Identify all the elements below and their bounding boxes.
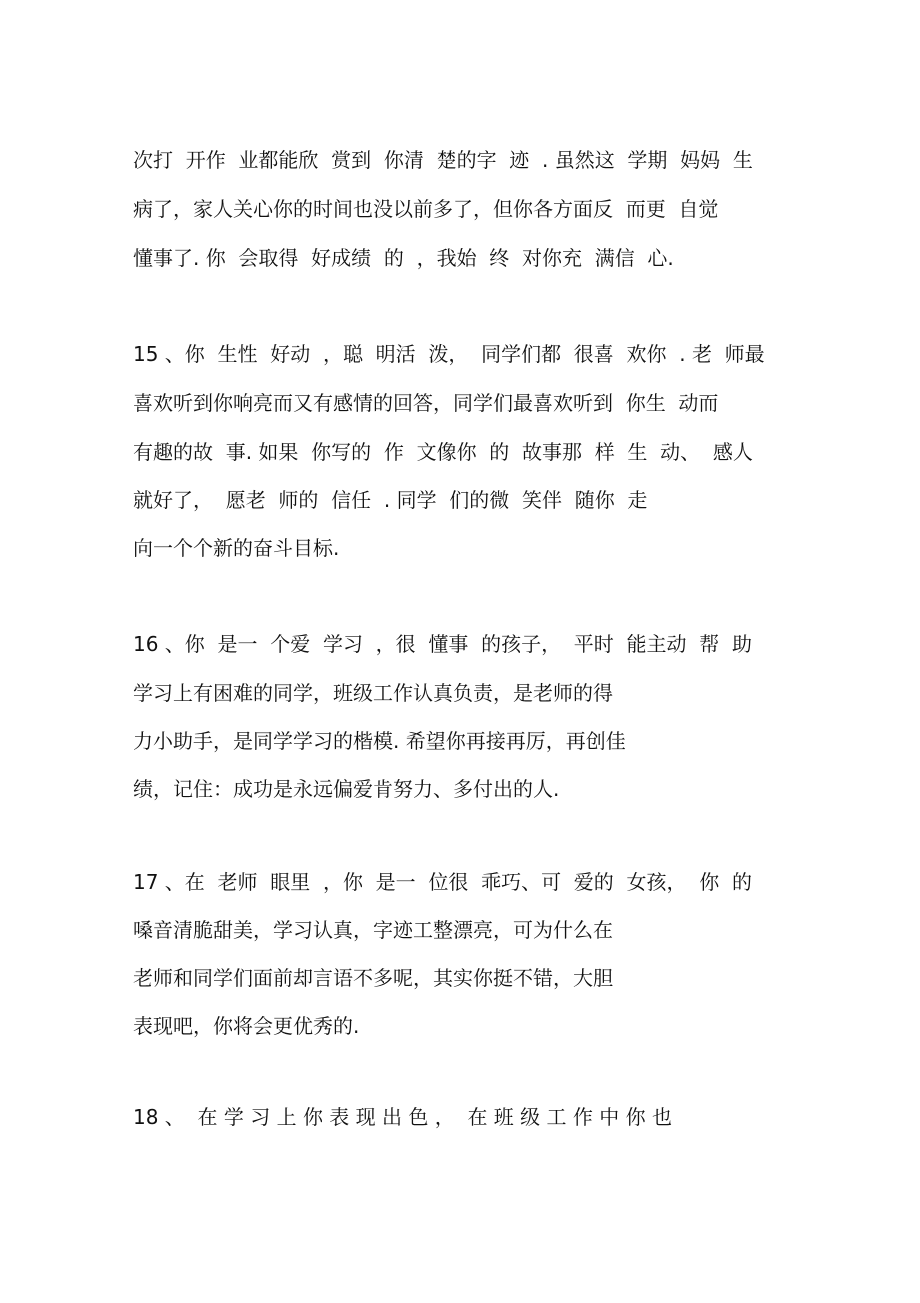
text-line: 向一个个新的奋斗目标.: [133, 536, 340, 560]
text-line: 学习上有困难的同学，班级工作认真负责，是老师的得: [133, 681, 613, 705]
text-line: 绩，记住：成功是永远偏爱肯努力、多付出的人.: [133, 777, 560, 801]
text-line: 力小助手，是同学学习的楷模. 希望你再接再厉，再创佳: [133, 729, 626, 753]
text-line: 表现吧，你将会更优秀的.: [133, 1014, 360, 1038]
text-line: 病了，家人关心你的时间也没以前多了，但你各方面反 而更 自觉: [133, 197, 719, 221]
text-line: 18 、 在 学 习 上 你 表 现 出 色 ， 在 班 级 工 作 中 你 也: [133, 1105, 672, 1129]
text-line: 老师和同学们面前却言语不多呢，其实你挺不错，大胆: [133, 966, 613, 990]
text-line: 就好了， 愿老 师的 信任 . 同学 们的微 笑伴 随你 走: [133, 488, 648, 512]
text-line: 17 、在 老师 眼里 ，你 是一 位很 乖巧、可 爱的 女孩， 你 的: [133, 870, 752, 894]
text-line: 有趣的故 事. 如果 你写的 作 文像你 的 故事那 样 生 动、 感人: [133, 440, 753, 464]
text-line: 次打 开作 业都能欣 赏到 你清 楚的字 迹 . 虽然这 学期 妈妈 生: [133, 148, 753, 172]
text-line: 懂事了. 你 会取得 好成绩 的 ，我始 终 对你充 满信 心.: [133, 246, 674, 270]
text-line: 16 、你 是一 个爱 学习 ，很 懂事 的孩子， 平时 能主动 帮 助: [133, 632, 752, 656]
text-line: 喜欢听到你响亮而又有感情的回答，同学们最喜欢听到 你生 动而: [133, 391, 719, 415]
text-line: 嗓音清脆甜美，学习认真，字迹工整漂亮，可为什么在: [133, 918, 613, 942]
text-line: 15 、你 生性 好动 ，聪 明活 泼， 同学们都 很喜 欢你 . 老 师最: [133, 342, 765, 366]
